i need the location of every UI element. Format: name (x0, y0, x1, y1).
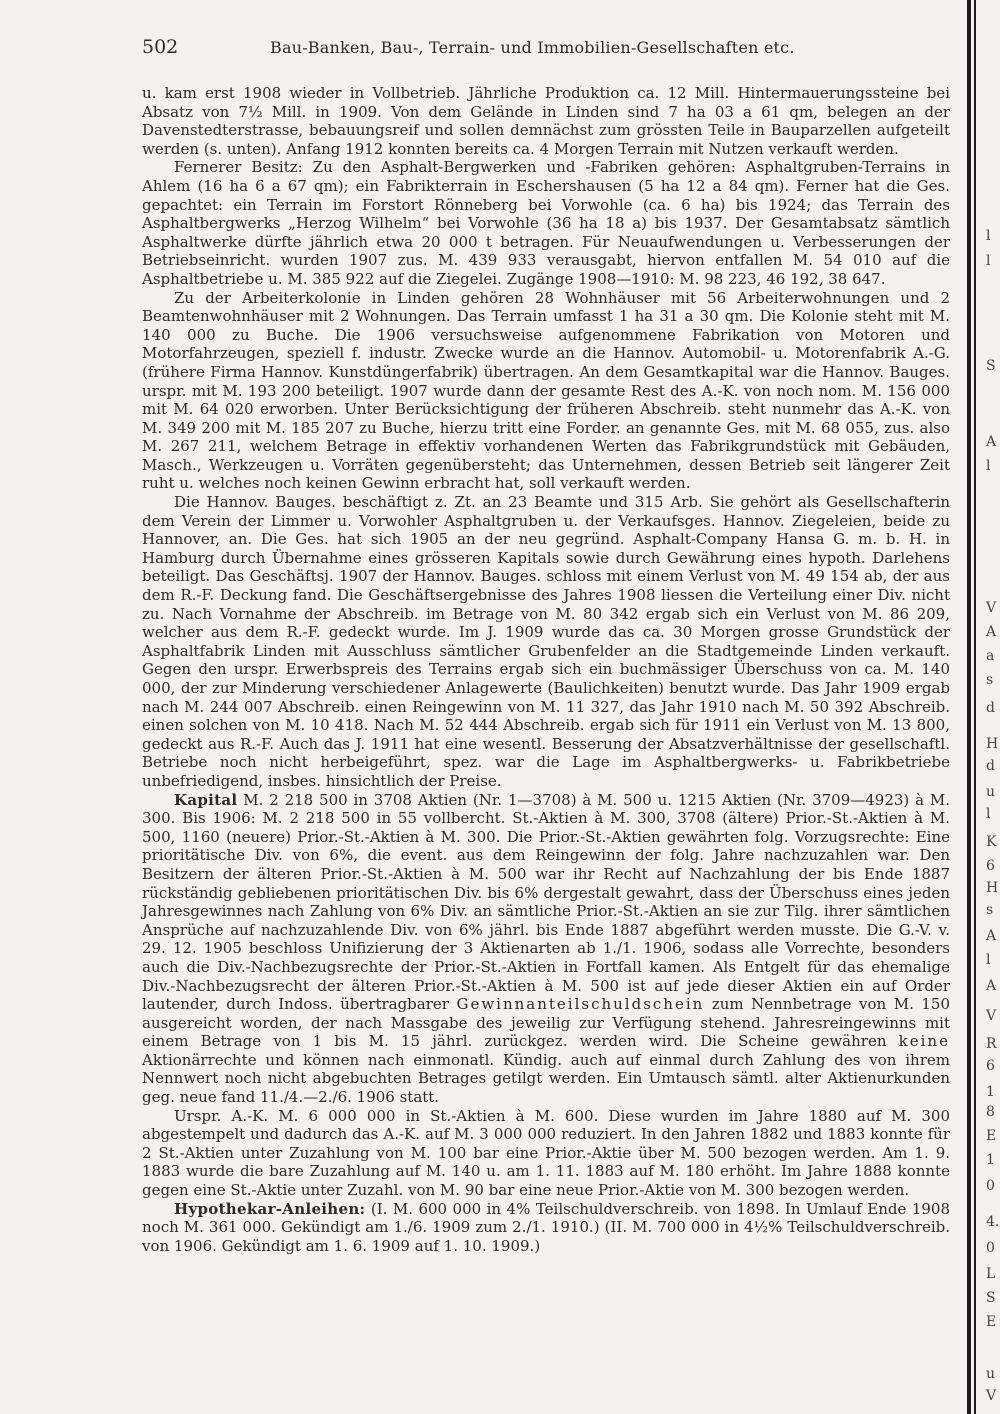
bleed-fragment: E (986, 1314, 997, 1330)
paragraph-production: u. kam erst 1908 wieder in Vollbetrieb. Jährliche Produktion ca. 12 Mill. Hintermauerungssteine bei Absatz von 7½ Mill. in 1909. Von dem Gelände in Linden sind 7 ha 03 a 61 qm, belegen an der Davenstedterstrasse, bebauungsreif und sollen demnächst zum grössten Teile in Bauparzellen aufgeteilt werden (s. unten). Anfang 1912 konnten bereits ca. 4 Morgen Terrain mit Nutzen verkauft werden. (142, 84, 950, 158)
bleed-fragment: H (986, 880, 999, 896)
bleed-fragment: s (986, 672, 994, 688)
paragraph-urspr: Urspr. A.-K. M. 6 000 000 in St.-Aktien à M. 600. Diese wurden im Jahre 1880 auf M. 300 abgestempelt und dadurch das A.-K. auf M. 3 000 000 reduziert. In den Jahren 1882 und 1883 konnte für 2 St.-Aktien unter Zuzahlung von M. 100 bar eine Prior.-Aktie über M. 500 bezogen werden. Am 1. 9. 1883 wurde die bare Zuzahlung auf M. 140 u. am 1. 11. 1883 auf M. 180 erhöht. Im Jahre 1888 konnte gegen eine St.-Aktie unter Zuzahl. von M. 90 bar eine neue Prior.-Aktie von M. 300 bezogen werden. (142, 1106, 950, 1200)
bleed-fragment: S (986, 358, 996, 374)
kapital-spaced-b: keine (898, 1032, 950, 1051)
bleed-fragment: A (986, 434, 997, 450)
bleed-fragment: 1 (986, 1152, 995, 1168)
page-header (142, 36, 950, 66)
bleed-fragment: A (986, 928, 997, 944)
bleed-fragment: s (986, 902, 994, 918)
bleed-fragment: E (986, 1128, 997, 1144)
kapital-text-b: zum Nennbetrage von M. 150 ausgereicht worden, der nach Massgabe des jeweilig zur Verfügung stehend. Jahresreingewinns mit einem Betrage von 1 bis M. 15 jährl. zurückgez. werden wird. Die Scheine gewähren (142, 995, 950, 1051)
hypothek-text: (I. M. 600 000 in 4% Teilschuldverschreib. von 1898. In Umlauf Ende 1908 noch M. 361 000. Gekündigt am 1./6. 1909 zum 2./1. 1910.) (II. M. 700 000 in 4½% Teilschuldverschreib. von 1906. Gekündigt am 1. 6. 1909 auf 1. 10. 1909.) (142, 1199, 950, 1255)
hypothek-heading: Hypothekar-Anleihen: (174, 1199, 366, 1218)
bleed-fragment: 0 (986, 1240, 995, 1256)
bleed-fragment: 6 (986, 1058, 995, 1074)
bleed-fragment: d (986, 700, 995, 716)
bleed-fragment: u (986, 1366, 996, 1382)
bleed-fragment: H (986, 736, 999, 752)
bleed-fragment: 1 (986, 1084, 995, 1100)
bleed-fragment: l (986, 228, 991, 244)
bleed-fragment: A (986, 624, 997, 640)
bleed-fragment: V (986, 1388, 997, 1404)
bleed-fragment: V (986, 1008, 997, 1024)
paragraph-hypothek (142, 1200, 950, 1256)
bleed-fragment: 6 (986, 858, 995, 874)
facing-page-bleed (986, 0, 1000, 1414)
bleed-fragment: l (986, 952, 991, 968)
bleed-fragment: L (986, 1266, 996, 1282)
bleed-fragment: d (986, 758, 995, 774)
kapital-spaced-a: Gewinnanteilschuldschein (456, 995, 705, 1014)
running-title: Bau-Banken, Bau-, Terrain- und Immobilien-Gesellschaften etc. (270, 38, 795, 57)
paragraph-arbeiterkolonie: Zu der Arbeiterkolonie in Linden gehören 28 Wohnhäuser mit 56 Arbeiterwohnungen und 2 Beamtenwohnhäuser mit 2 Wohnungen. Das Terrain umfasst 1 ha 31 a 30 qm. Die Kolonie steht mit M. 140 000 zu Buche. Die 1906 versuchsweise aufgenommene Fabrikation von Motoren und Motorfahrzeugen, speziell f. industr. Zwecke wurde an die Hannov. Automobil- u. Motorenfabrik A.-G. (frühere Firma Hannov. Kunstdüngerfabrik) übertragen. An dem Gesamtkapital war die Hannov. Bauges. urspr. mit M. 193 200 beteiligt. 1907 wurde dann der gesamte Rest des A.-K. von noch nom. M. 156 000 mit M. 64 020 erworben. Unter Berücksichtigung der früheren Abschreib. steht nunmehr das A.-K. von M. 349 200 mit M. 185 207 zu Buche, hierzu tritt eine Forder. an genannte Ges. mit M. 68 055, zus. also M. 267 211, welchem Betrage in effektiv vorhandenen Werten das Fabrikgrundstück mit Gebäuden, Masch., Werkzeugen u. Vorräten gegenübersteht; das Unternehmen, dessen Betrieb seit längerer Zeit ruht u. welches noch keinen Gewinn erbracht hat, soll verkauft werden. (142, 288, 950, 493)
bleed-fragment: R (986, 1036, 997, 1052)
bleed-fragment: l (986, 806, 991, 822)
bleed-fragment: l (986, 253, 991, 269)
kapital-text-a: M. 2 218 500 in 3708 Aktien (Nr. 1—3708) à M. 500 u. 1215 Aktien (Nr. 3709—4923) à M. 300. Bis 1906: M. 2 218 500 in 55 vollbercht. St.-Aktien à M. 300, 3708 (ältere) Prior.-St.-Aktien à M. 500, 1160 (neuere) Prior.-St.-Aktien à M. 300. Die Prior.-St.-Aktien gewährten folg. Vorzugsrechte: Eine prioritätische Div. von 6%, die event. aus dem Reingewinn der folg. Jahre nachzuzahlen war. Den Besitzern der älteren Prior.-St.-Aktien à M. 500 war ihr Recht auf Nachzahlung der bis Ende 1887 rückständig gebliebenen prioritätischen Div. bis 6% dergestalt gewahrt, dass der Überschuss eines jeden Jahresgewinnes nach Zahlung von 6% Div. an sämtliche Prior.-St.-Aktien an sie zur Tilg. ihrer sämtlichen Ansprüche auf nachzuzahlende Div. von 6% jährl. bis Ende 1887 abgeführt werden musste. Die G.-V. v. 29. 12. 1905 beschloss Unifizierung der 3 Aktienarten ab 1./1. 1906, sodass alle Vorrechte, besonders auch die Div.-Nachbezugsrechte der Prior.-St.-Aktien in Fortfall kamen. Als Entgelt für das ehemalige Div.-Nachbezugsrecht der älteren Prior.-St.-Aktien à M. 500 ist auf jede dieser Aktien ein auf Order lautender, durch Indoss. übertragbarer (142, 790, 950, 1014)
bleed-fragment: V (986, 600, 997, 616)
paragraph-geschaeftsergebnisse: Die Hannov. Bauges. beschäftigt z. Zt. an 23 Beamte und 315 Arb. Sie gehört als Gesellschafterin dem Verein der Limmer u. Vorwohler Asphaltgruben u. der Verkaufsges. Hannov. Ziegeleien, beide zu Hannover, an. Die Ges. hat sich 1905 an der neu gegründ. Asphalt-Company Hansa G. m. b. H. in Hamburg durch Übernahme eines grösseren Kapitals sowie durch Gewährung eines hypoth. Darlehens beteiligt. Das Geschäftsj. 1907 der Hannov. Bauges. schloss mit einem Verlust von M. 49 154 ab, der aus dem R.-F. Deckung fand. Die Geschäftsergebnisse des Jahres 1908 liessen die Verteilung einer Div. nicht zu. Nach Vornahme der Abschreib. im Betrage von M. 80 342 ergab sich ein Verlust von M. 86 209, welcher aus dem R.-F. gedeckt wurde. Im J. 1909 wurde das ca. 30 Morgen grosse Grundstück der Asphaltfabrik Linden mit Ausschluss sämtlicher Grubenfelder an die Stadtgemeinde Linden verkauft. Gegen den urspr. Erwerbspreis des Terrains ergab sich ein buchmässiger Überschuss von ca. M. 140 000, der zur Minderung verschiedener Anlagewerte (Baulichkeiten) benutzt wurde. Das Jahr 1909 ergab nach M. 244 007 Abschreib. einen Reingewinn von M. 11 327, das Jahr 1910 nach M. 50 392 Abschreib. einen solchen von M. 10 418. Nach M. 52 444 Abschreib. ergab sich für 1911 ein Verlust von M. 13 800, gedeckt aus R.-F. Auch das J. 1911 hat eine wesentl. Besserung der Absatzverhältnisse der gesellschaftl. Betriebe noch nicht herbeigeführt, spez. war die Lage im Asphaltbergwerks- u. Fabrikbetriebe unbefriedigend, insbes. hinsichtlich der Preise. (142, 493, 950, 790)
bleed-fragment: 0 (986, 1178, 995, 1194)
bleed-fragment: 4. (986, 1214, 1000, 1230)
kapital-text-c: Aktionärrechte und können nach einmonatl. Kündig. auch auf einmal durch Zahlung des von ihrem Nennwert noch nicht abgebuchten Betrages getilgt werden. Ein Umtausch sämtl. alter Aktienurkunden geg. neue fand 11./4.—2./6. 1906 statt. (142, 1050, 950, 1107)
body-text (142, 84, 950, 1255)
bleed-fragment: a (986, 648, 995, 664)
bleed-fragment: l (986, 458, 991, 474)
page-number: 502 (142, 36, 179, 58)
gutter-line-thick (967, 0, 971, 1414)
paragraph-kapital (142, 791, 950, 1107)
bleed-fragment: u (986, 784, 996, 800)
paragraph-besitz: Fernerer Besitz: Zu den Asphalt-Bergwerken und -Fabriken gehören: Asphaltgruben-Terrains in Ahlem (16 ha 6 a 67 qm); ein Fabrikterrain in Eschershausen (5 ha 12 a 84 qm). Ferner hat die Ges. gepachtet: ein Terrain im Forstort Rönneberg bei Vorwohle (ca. 6 ha) bis 1924; das Terrain des Asphaltbergwerks „Herzog Wilhelm“ bei Vorwohle (36 ha 18 a) bis 1937. Der Gesamtabsatz sämtlich Asphaltwerke dürfte jährlich etwa 20 000 t betragen. Für Neuaufwendungen u. Verbesserungen der Betriebseinricht. wurden 1907 zus. M. 439 933 verausgabt, hiervon entfallen M. 54 010 auf die Asphaltbetriebe u. M. 385 922 auf die Ziegelei. Zugänge 1908—1910: M. 98 223, 46 192, 38 647. (142, 158, 950, 288)
gutter-line-thin (974, 0, 976, 1414)
bleed-fragment: K (986, 834, 997, 850)
bleed-fragment: 8 (986, 1104, 995, 1120)
bleed-fragment: S (986, 1290, 996, 1306)
bleed-fragment: A (986, 978, 997, 994)
kapital-heading: Kapital (174, 790, 238, 809)
